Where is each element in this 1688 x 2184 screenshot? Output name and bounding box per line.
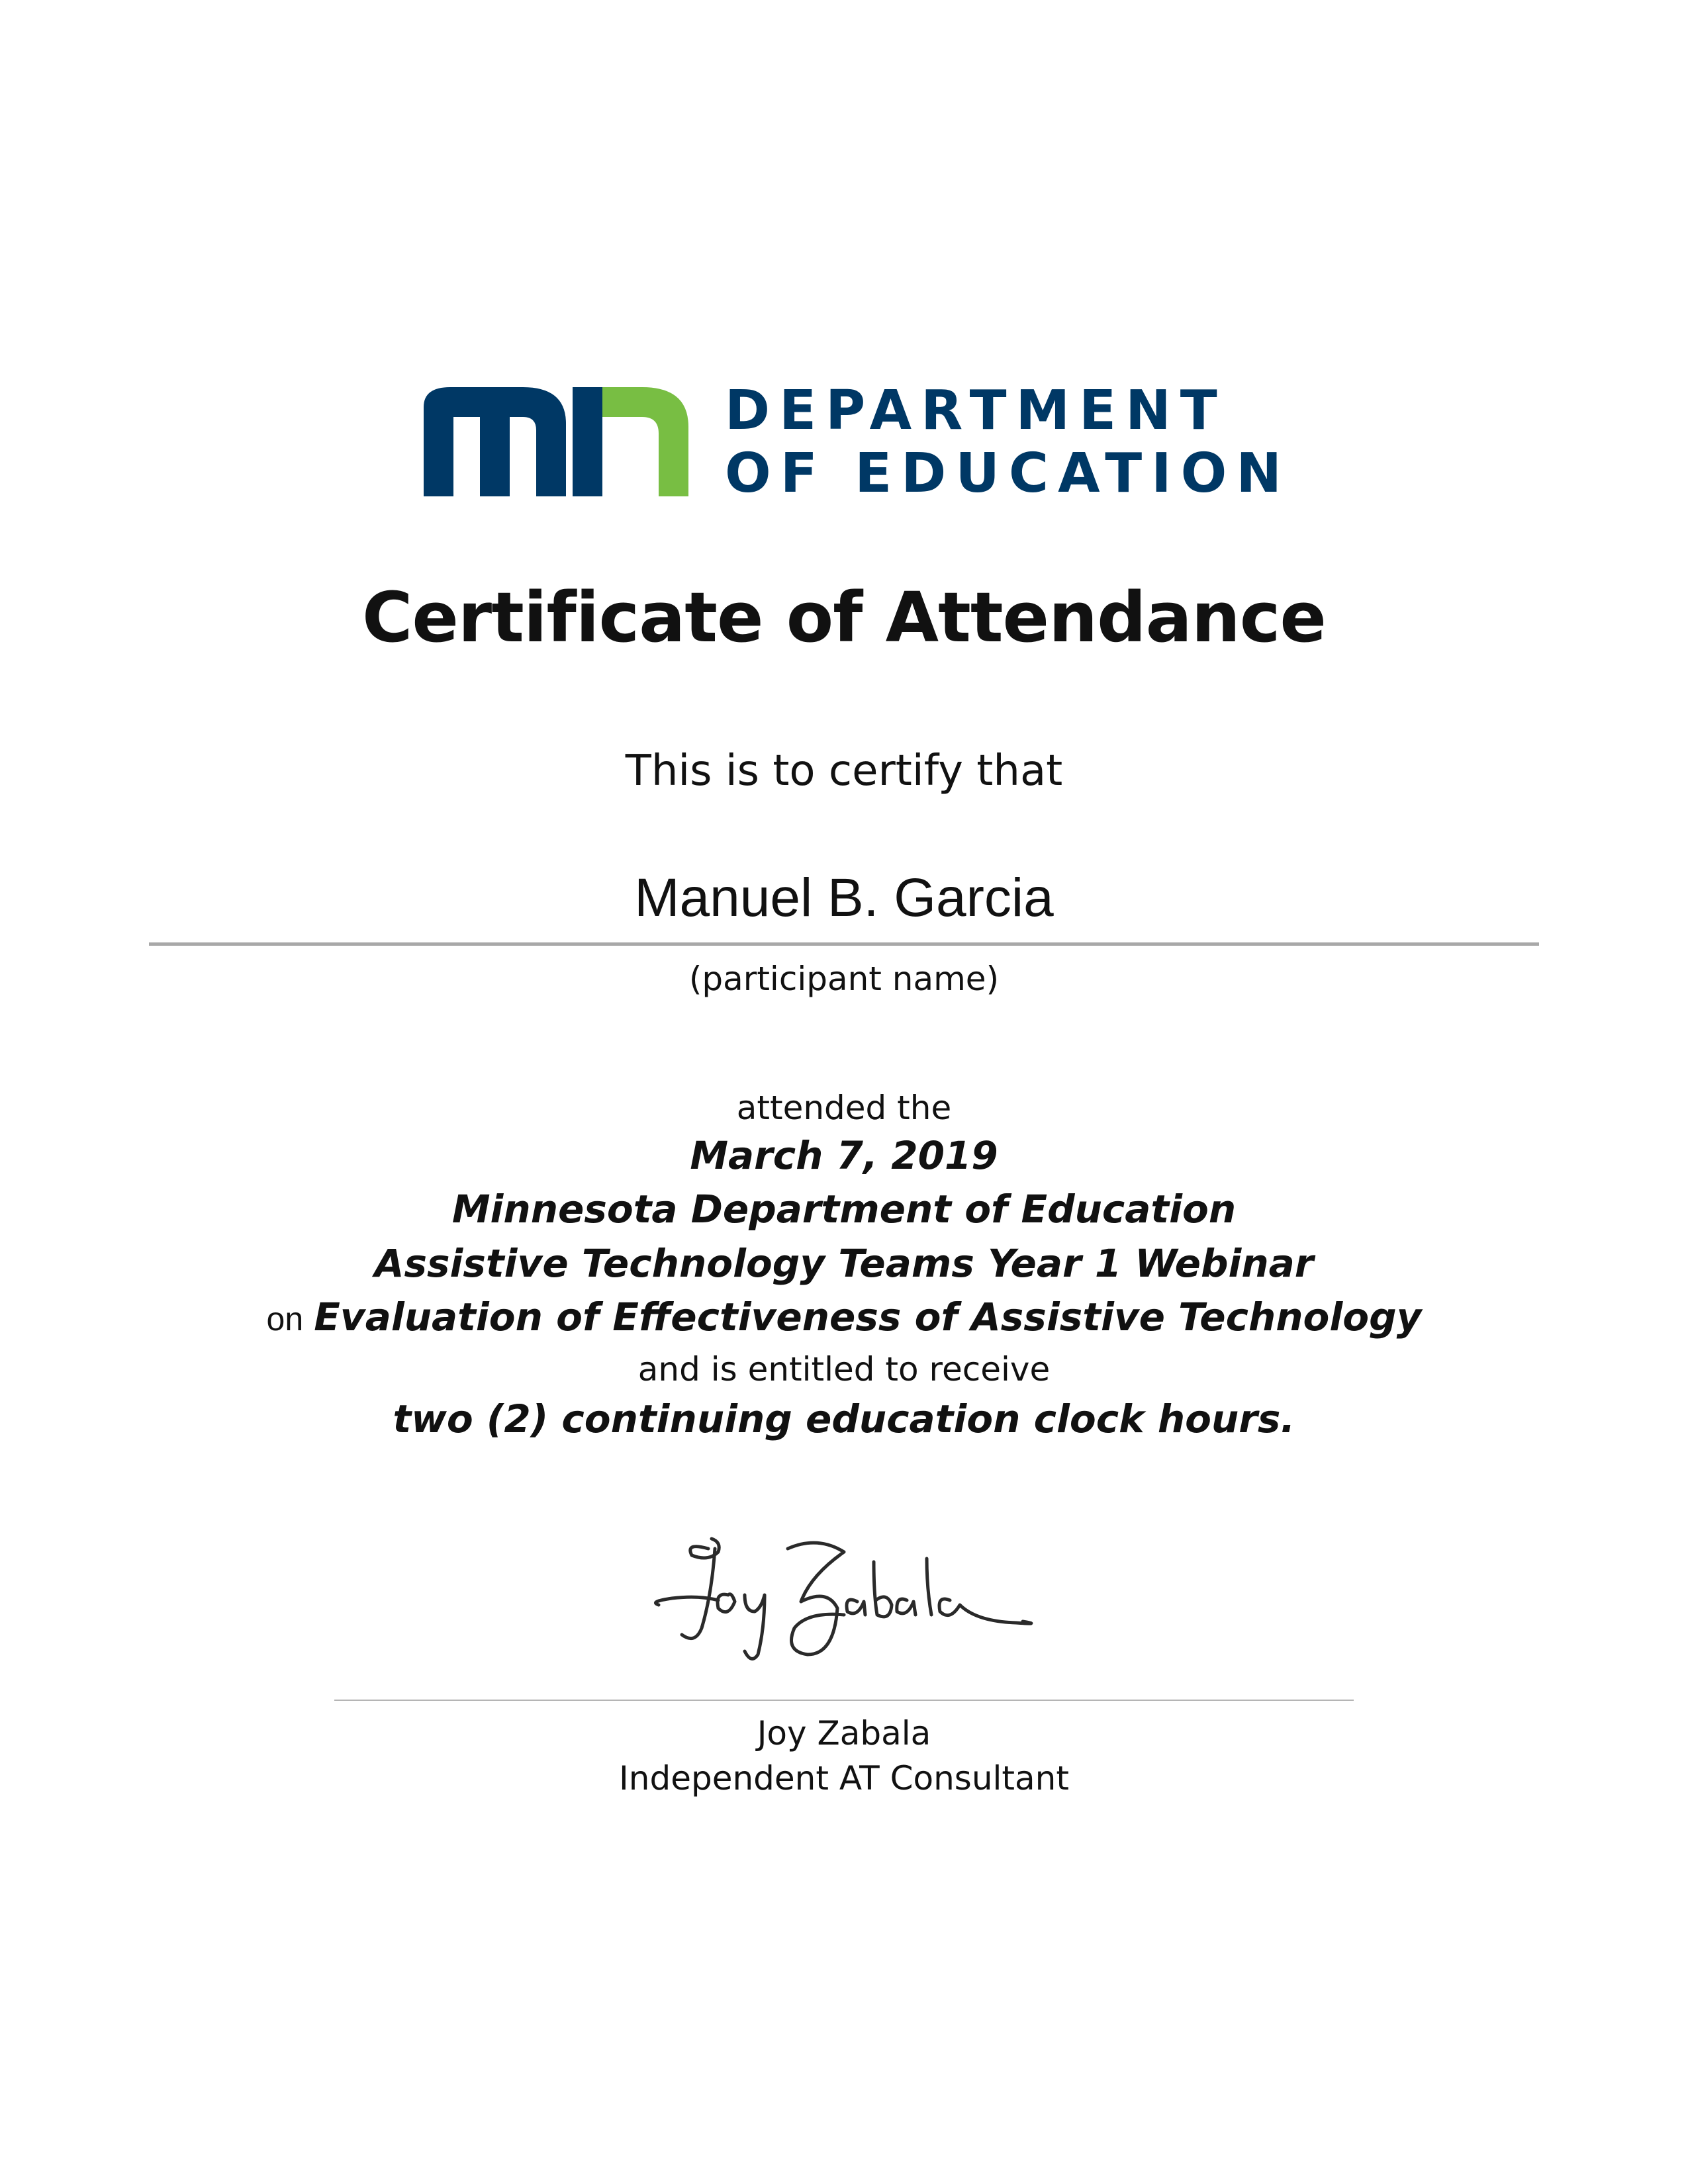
- signature-line: [334, 1700, 1354, 1701]
- participant-name: Manuel B. Garcia: [634, 868, 1054, 928]
- handwritten-signature: [645, 1522, 1056, 1674]
- clock-hours: two (2) continuing education clock hours.: [393, 1396, 1295, 1441]
- participant-name-caption: (participant name): [688, 960, 1000, 998]
- webinar-name: Assistive Technology Teams Year 1 Webinar: [374, 1241, 1314, 1286]
- mn-logo-mark: [424, 381, 688, 496]
- organization-name: Minnesota Department of Education: [451, 1187, 1237, 1232]
- event-date: March 7, 2019: [690, 1133, 998, 1178]
- signer-title: Independent AT Consultant: [619, 1759, 1069, 1797]
- entitled-text: and is entitled to receive: [637, 1350, 1051, 1388]
- mn-department-of-education-logo: [424, 379, 1291, 505]
- certify-statement: This is to certify that: [625, 747, 1063, 796]
- topic-prefix: on: [266, 1300, 304, 1338]
- attended-text: attended the: [736, 1089, 952, 1127]
- participant-name-line: [149, 942, 1539, 946]
- topic-line: [0, 1295, 1688, 1340]
- webinar-topic: Evaluation of Effectiveness of Assistive Technology: [314, 1295, 1422, 1340]
- certificate-title: Certificate of Attendance: [362, 577, 1326, 658]
- logo-line-of-education: OF EDUCATION: [725, 442, 1291, 505]
- signer-name: Joy Zabala: [757, 1714, 931, 1752]
- logo-line-department: DEPARTMENT: [725, 379, 1227, 442]
